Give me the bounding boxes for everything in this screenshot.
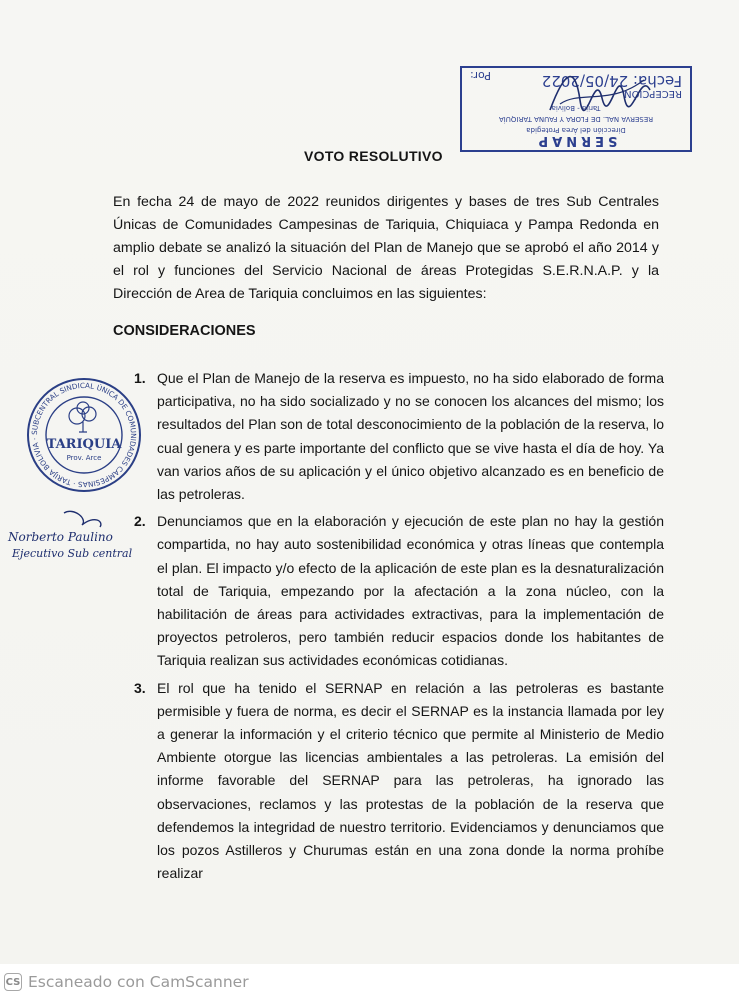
community-seal-icon bbox=[25, 376, 143, 494]
document-title: VOTO RESOLUTIVO bbox=[304, 148, 443, 164]
stamp-date: Fecha: 24/05/2022 bbox=[541, 72, 682, 90]
seal-center-text: TARIQUIA bbox=[46, 437, 122, 452]
seal-ring-text: SUBCENTRAL SINDICAL ÚNICA DE COMUNIDADES CAMPESINAS · TARIJA BOLIVIA · bbox=[29, 380, 139, 490]
stamp-by: Por: bbox=[470, 69, 492, 82]
list-item-text: El rol que ha tenido el SERNAP en relación a las petroleras es bastante permisible y fuera de norma, es decir el SERNAP es la instancia llamada por ley a generar la información y el criterio técnico que permite al Ministerio de Medio Ambiente otorgue las licencias ambientales a las petroleras. La emisión del informe favorable del SERNAP para las petroleras, ha ignorado las observaciones, reclamos y las protestas de la población de la reserva que defendemos la integridad de nuestro territorio. Evidenciamos y denunciamos que los pozos Astilleros y Churumas están en una zona donde la norma prohíbe realizar bbox=[157, 679, 664, 882]
stamp-signature-icon bbox=[540, 60, 660, 120]
section-heading: CONSIDERACIONES bbox=[113, 323, 256, 339]
list-item-number: 3. bbox=[134, 679, 146, 696]
footer-text: Escaneado con CamScanner bbox=[28, 973, 249, 991]
scanner-footer bbox=[0, 964, 739, 1000]
stamp-reception: RECEPCIÓN bbox=[624, 88, 682, 99]
list-item bbox=[134, 510, 664, 672]
list-item-text: Que el Plan de Manejo de la reserva es impuesto, no ha sido elaborado de forma participativa, no ha sido socializado y no se conocen los alcances del mismo; los resultados del Plan son de total desconocimiento de la población de la reserva, lo cual genera y es parte importante del conflicto que se vive hasta el día de hoy. Ya van varios años de su aplicación y el único objetivo alcanzado es en beneficio de las petroleras. bbox=[157, 370, 664, 503]
list-item bbox=[134, 677, 664, 886]
list-item-number: 1. bbox=[134, 370, 146, 386]
stamp-line-3: Tarija - Bolivia bbox=[551, 104, 601, 112]
stamp-institution: SERNAP bbox=[534, 133, 618, 148]
signature-role: Ejecutivo Sub central bbox=[12, 547, 133, 560]
handwritten-signature-icon bbox=[4, 505, 144, 565]
list-item-text: Denunciamos que en la elaboración y ejecución de este plan no hay la gestión compartida, no hay auto sostenibilidad económica y otras líneas que contempla el plan. El impacto y/o efecto de la aplicación de este plan es la desnaturalización total de Tariquia, empezando por la afectación a la zona núcleo, con la habilitación de áreas para actividades extractivas, para la implementación de proyectos petroleros, pero también reducir espacios donde los habitantes de Tariquia realizan sus actividades económicas cotidianas. bbox=[157, 513, 664, 669]
considerations-list bbox=[134, 367, 664, 889]
seal-sub-text: Prov. Arce bbox=[66, 454, 102, 462]
stamp-line-2: RESERVA NAL. DE FLORA Y FAUNA TARIQUÍA bbox=[498, 115, 654, 123]
stamp-line-1: Dirección del Área Protegida bbox=[526, 126, 626, 134]
signature-name: Norberto Paulino bbox=[8, 530, 113, 544]
intro-paragraph: En fecha 24 de mayo de 2022 reunidos dirigentes y bases de tres Sub Centrales Únicas de Comunidades Campesinas de Tariquia, Chiquiaca y Pampa Redonda en amplio debate se analizó la situación del Plan de Manejo que se aprobó el año 2014 y el rol y funciones del Servicio Nacional de áreas Protegidas S.E.R.N.A.P. y la Dirección de Area de Tariquia concluimos en las siguientes: bbox=[113, 194, 659, 302]
list-item-number: 2. bbox=[134, 513, 146, 530]
list-item bbox=[134, 367, 664, 506]
camscanner-logo-icon: CS bbox=[4, 973, 22, 991]
